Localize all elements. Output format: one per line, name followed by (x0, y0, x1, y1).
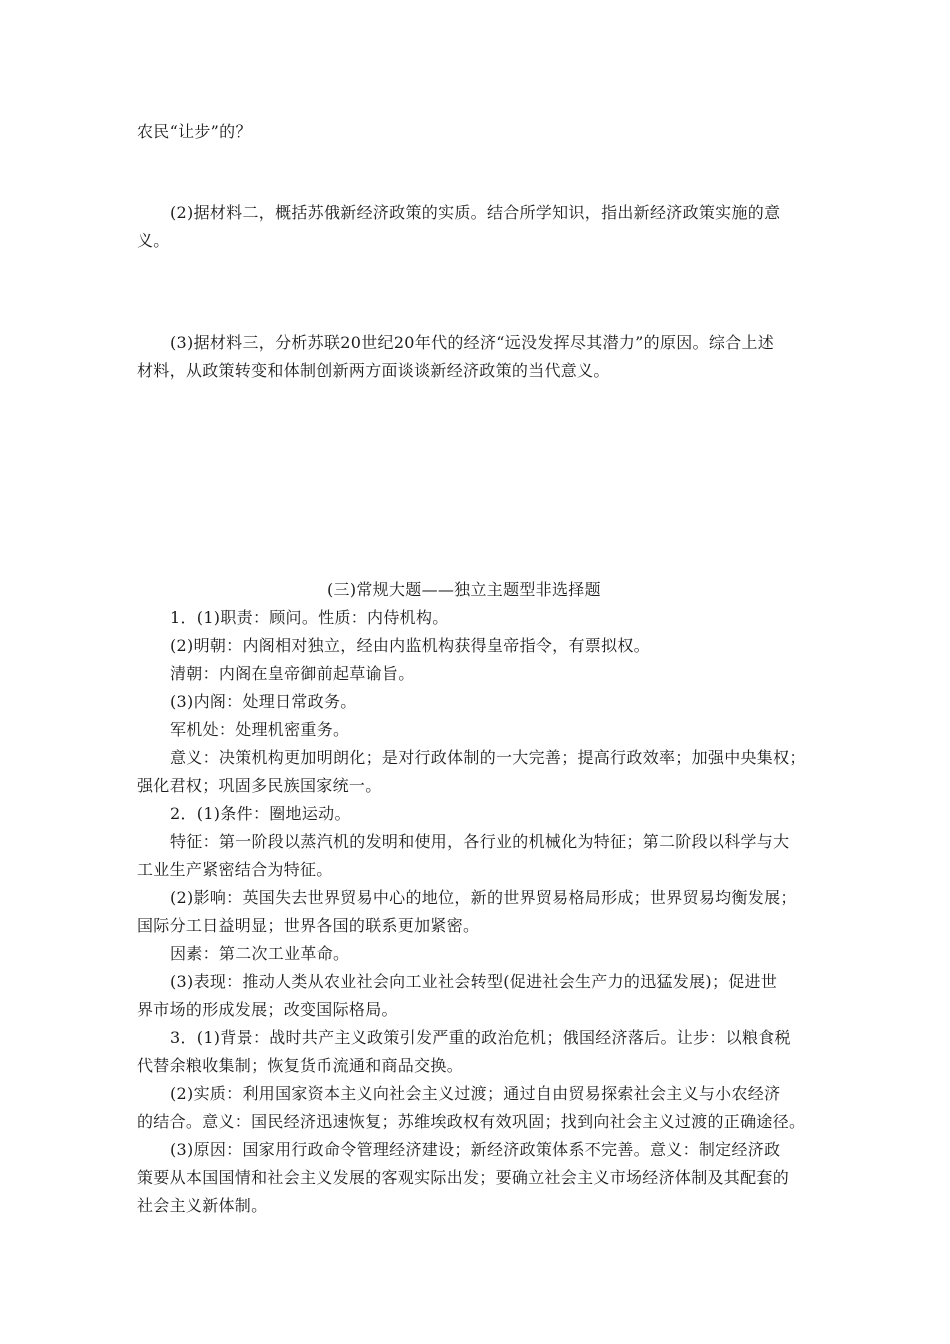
answer-line: 国际分工日益明显；世界各国的联系更加紧密。 (137, 916, 480, 935)
answer-line: 社会主义新体制。 (137, 1196, 268, 1215)
answer-line: 清朝：内阁在皇帝御前起草谕旨。 (170, 664, 415, 683)
answer-line: 军机处：处理机密重务。 (170, 720, 350, 739)
answer-line: (3)原因：国家用行政命令管理经济建设；新经济政策体系不完善。意义：制定经济政 (170, 1140, 781, 1159)
question-1-tail: 农民“让步”的？ (137, 122, 252, 141)
answer-line: (3)内阁：处理日常政务。 (170, 692, 357, 711)
answer-line: 代替余粮收集制；恢复货币流通和商品交换。 (137, 1056, 464, 1075)
answer-line: 特征：第一阶段以蒸汽机的发明和使用，各行业的机械化为特征；第二阶段以科学与大 (170, 832, 790, 851)
answer-line: 界市场的形成发展；改变国际格局。 (137, 1000, 398, 1019)
answer-line: 意义：决策机构更加明朗化；是对行政体制的一大完善；提高行政效率；加强中央集权； (170, 748, 806, 767)
answer-line: 1．(1)职责：顾问。性质：内侍机构。 (170, 608, 449, 627)
answer-line: (3)表现：推动人类从农业社会向工业社会转型(促进社会生产力的迅猛发展)；促进世 (170, 972, 778, 991)
answer-line: (2)明朝：内阁相对独立，经由内监机构获得皇帝指令，有票拟权。 (170, 636, 650, 655)
answer-line: 策要从本国国情和社会主义发展的客观实际出发；要确立社会主义市场经济体制及其配套的 (137, 1168, 790, 1187)
question-3-line-2: 材料，从政策转变和体制创新两方面谈谈新经济政策的当代意义。 (137, 361, 610, 380)
answer-line: 工业生产紧密结合为特征。 (137, 860, 333, 879)
answer-line: 2．(1)条件：圈地运动。 (170, 804, 351, 823)
answer-line: 的结合。意义：国民经济迅速恢复；苏维埃政权有效巩固；找到向社会主义过渡的正确途径。 (137, 1112, 806, 1131)
question-2-line-2: 义。 (137, 231, 170, 250)
question-2-line-1: (2)据材料二，概括苏俄新经济政策的实质。结合所学知识，指出新经济政策实施的意 (170, 203, 781, 222)
answers-heading: (三)常规大题——独立主题型非选择题 (327, 580, 601, 599)
answer-line: (2)影响：英国失去世界贸易中心的地位，新的世界贸易格局形成；世界贸易均衡发展； (170, 888, 797, 907)
question-3-line-1: (3)据材料三，分析苏联20世纪20年代的经济“远没发挥尽其潜力”的原因。综合上述 (170, 333, 775, 352)
answer-line: 3．(1)背景：战时共产主义政策引发严重的政治危机；俄国经济落后。让步：以粮食税 (170, 1028, 791, 1047)
answer-line: 因素：第二次工业革命。 (170, 944, 350, 963)
answer-line: 强化君权；巩固多民族国家统一。 (137, 776, 382, 795)
answer-line: (2)实质：利用国家资本主义向社会主义过渡；通过自由贸易探索社会主义与小农经济 (170, 1084, 781, 1103)
